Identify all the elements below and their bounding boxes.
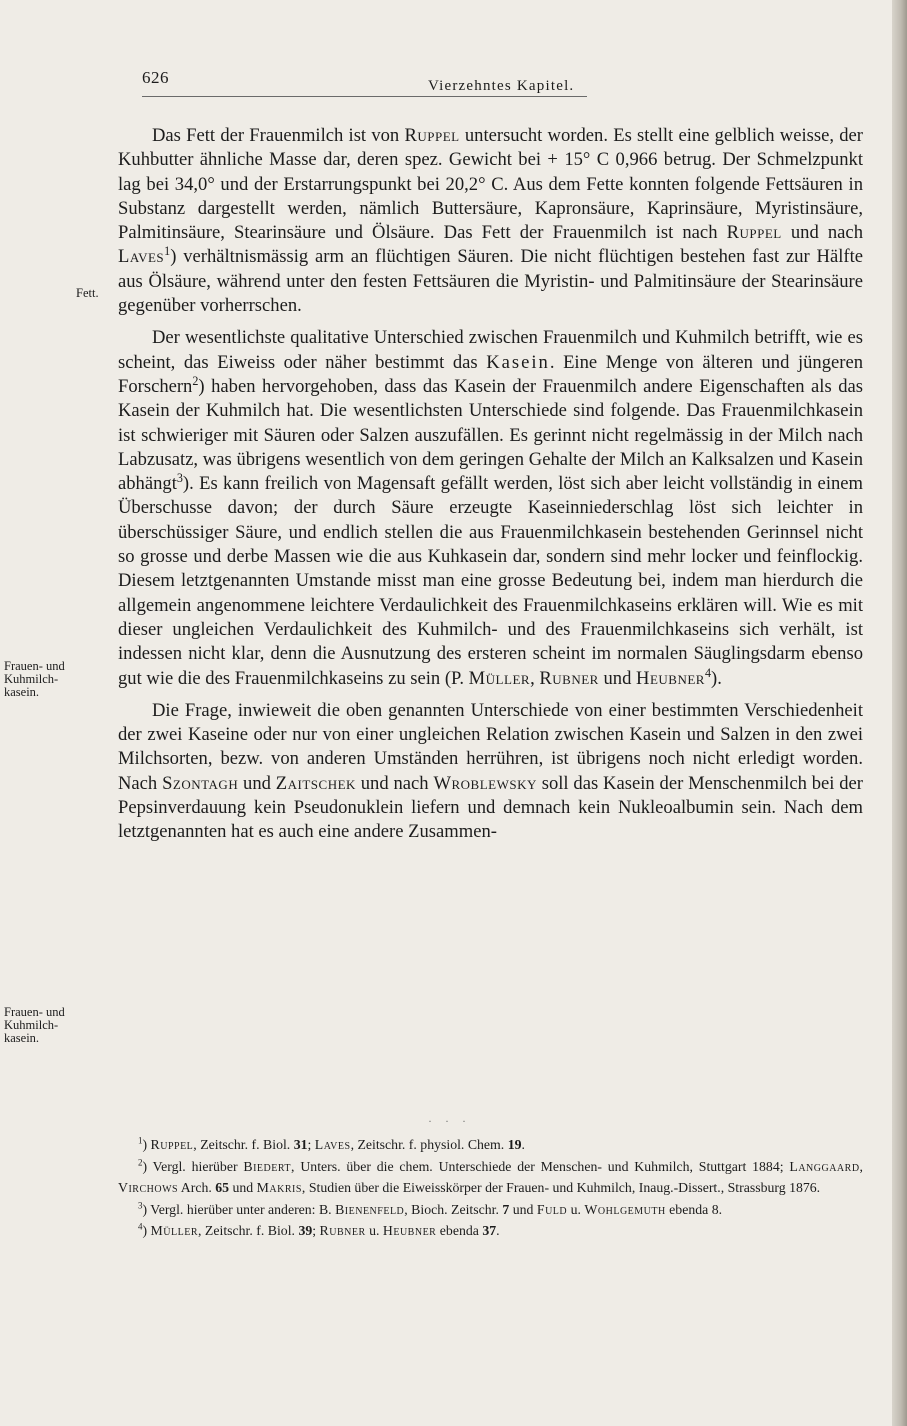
text-run: , Zeitschr. f. Biol. <box>193 1137 294 1152</box>
text-run: Vergl. hierüber unter anderen: B. <box>150 1201 336 1217</box>
footnote-ref: 4 <box>704 665 711 680</box>
text-run: . Eine Menge von älteren und jüngeren Forschern <box>118 351 864 397</box>
text-run: und nach <box>355 772 434 794</box>
margin-note-line: Kuhmilch- <box>4 1018 59 1032</box>
volume-number: 7 <box>502 1201 510 1217</box>
page-edge-shadow <box>892 0 907 1426</box>
text-run: und <box>238 772 276 794</box>
text-run: und nach <box>781 222 863 244</box>
paragraph-fett <box>118 124 863 318</box>
text-run: , Zeitschr. f. Biol. <box>198 1223 299 1238</box>
text-run: ; <box>307 1137 315 1152</box>
margin-note-fett: Fett. <box>76 286 99 300</box>
text-run: , Unters. über die chem. Unterschiede der Menschen- und Kuhmilch, Stuttgart 1884; <box>291 1158 790 1174</box>
text-run: ). <box>711 667 722 689</box>
text-run: . <box>496 1223 500 1238</box>
author-name: Heubner <box>636 667 705 689</box>
text-run: Vergl. hierüber <box>152 1158 244 1174</box>
author-name: Biedert <box>243 1158 292 1174</box>
text-run: ebenda <box>436 1223 483 1238</box>
volume-number: 19 <box>507 1137 522 1152</box>
author-name: Ruppel <box>150 1137 194 1152</box>
text-run: , Bioch. Zeitschr. <box>404 1201 503 1217</box>
text-run: und <box>509 1201 537 1217</box>
footnote-1: $^1$) Ruppel, Zeitschr. f. Biol. 31; Laves, Zeitschr. f. physiol. Chem. 19. <box>138 1135 525 1152</box>
text-run: , Zeitschr. f. physiol. Chem. <box>350 1137 508 1152</box>
text-run: , <box>859 1158 863 1174</box>
running-head: Vierzehntes Kapitel. <box>428 78 575 94</box>
footnote-number: 1 <box>138 1135 143 1146</box>
paragraph-kasein <box>118 326 863 690</box>
footnote-number: 4 <box>138 1221 143 1232</box>
footnote-4: $^4$) Müller, Zeitschr. f. Biol. 39; Rubner u. Heubner ebenda 37. <box>138 1221 500 1238</box>
footnotes <box>118 1134 863 1242</box>
author-name: Makris <box>256 1180 302 1195</box>
text-run: . <box>521 1137 525 1152</box>
page-header <box>142 68 882 98</box>
text-run: ) haben hervorgehoben, dass das Kasein der Frauenmilch andere Eigenschaften als das Kasein der Kuhmilch hat. Die wesentlichsten Unterschiede sind folgende. Das Frauenmilchkasein ist schwieriger mit Säuren oder Salzen auszufällen. Es gerinnt nicht regelmässig in der Milch nach Labzusatz, was übrigens wesentlich von dem geringen Gehalte der Milch an Kalksalzen und Kasein abhängt <box>118 375 863 495</box>
text-run: untersucht worden. Es stellt eine gelblich weisse, der Kuhbutter ähnliche Masse dar, deren spez. Gewicht bei + 15° C 0,966 betrug. Der Schmelzpunkt lag bei 34,0° und der Erstarrungspunkt bei 20,2° C. Aus dem Fette konnten folgende Fettsäuren in Substanz dargestellt werden, nämlich Buttersäure, Kapronsäure, Kaprinsäure, Myristinsäure, Palmitinsäure, Stearinsäure und Ölsäure. Das Fett der Frauenmilch ist nach <box>118 125 863 244</box>
author-name: Müller <box>468 667 531 689</box>
author-name: Virchows <box>118 1180 179 1195</box>
author-name: Langgaard <box>789 1158 860 1174</box>
paragraph-frage <box>118 699 863 845</box>
author-name: Rubner <box>539 667 599 689</box>
text-run: , Studien über die Eiweisskörper der Frauen- und Kuhmilch, Inaug.-Dissert., Strassburg 1876. <box>301 1180 821 1195</box>
text-run: Das Fett der Frauenmilch ist von <box>152 125 405 146</box>
author-name: Laves <box>314 1137 351 1152</box>
emphasis-term: Kasein <box>486 351 550 373</box>
margin-note-line: kasein. <box>4 1031 40 1045</box>
author-name: Ruppel <box>404 125 460 146</box>
footnote-ref: 2 <box>192 373 199 388</box>
separator-dots: · · · <box>428 1114 471 1128</box>
header-rule <box>142 96 587 97</box>
author-name: Wroblewsky <box>433 772 537 794</box>
author-name: Ruppel <box>726 222 782 244</box>
author-name: Wohlgemuth <box>584 1201 666 1217</box>
volume-number: 39 <box>298 1223 313 1238</box>
footnote-number: 3 <box>138 1199 143 1210</box>
author-name: Heubner <box>382 1223 437 1238</box>
text-run: Arch. <box>178 1180 216 1195</box>
text-run: u. <box>365 1223 383 1238</box>
text-run: , <box>530 667 540 689</box>
text-run: ; <box>312 1223 320 1238</box>
footnote-ref: 3 <box>176 470 183 485</box>
margin-note-kasein-1 <box>4 660 84 699</box>
author-name: Szontagh <box>162 772 239 794</box>
author-name: Fuld <box>536 1201 568 1217</box>
body-text <box>118 124 863 845</box>
margin-note-line: Frauen- und <box>4 1005 65 1019</box>
text-run: soll das Kasein der Menschenmilch bei der Pepsinverdauung kein Pseudonuklein liefern und demnach kein Nukleoalbumin sein. Nach dem letztgenannten hat es auch eine andere Zusammen- <box>118 772 864 843</box>
text-run: ebenda 8. <box>665 1201 723 1217</box>
volume-number: 37 <box>482 1223 497 1238</box>
margin-note-line: Frauen- und <box>4 659 65 673</box>
author-name: Bienenfeld <box>335 1201 405 1217</box>
text-run: Die Frage, inwieweit die oben genannten Unterschiede von einer bestimmten Verschiedenheit der zwei Kaseine oder nur von einer ungleichen Relation zwischen Kasein und Salzen in den zwei Milchsorten, bezw. von anderen Umständen herrühren, ist übrigens noch nicht erledigt worden. Nach <box>118 699 863 794</box>
text-run: und <box>598 667 637 689</box>
volume-number: 65 <box>215 1180 230 1195</box>
text-run: ). Es kann freilich von Magensaft gefällt werden, löst sich aber leicht vollständig in einem Überschusse davon; der durch Säure erzeugte Kaseinniederschlag löst sich leichter in überschüssiger Säure, und endlich stellen die aus Frauenmilchkasein bestehenden Gerinnsel nicht so grosse und derbe Massen wie die aus Kuhkasein dar, sondern sind mehr locker und feinflockig. Diesem letztgenannten Umstande misst man eine grosse Bedeutung bei, indem man hierdurch die allgemein angenommene leichtere Verdaulichkeit des Frauenmilchkaseins erklären will. Wie es mit dieser ungleichen Verdaulichkeit des Kuhmilch- und des Frauenmilchkaseins sich verhält, ist indessen nicht klar, denn die Ausnutzung des ersteren scheint im normalen Säuglingsdarm ebenso gut wie die des Frauenmilchkaseins zu sein (P. <box>118 473 863 689</box>
text-run: u. <box>567 1201 585 1217</box>
author-name: Laves <box>118 246 165 268</box>
footnote-ref: 1 <box>164 244 171 259</box>
footnote-3: $^3$) Vergl. hierüber unter anderen: B. Bienenfeld, Bioch. Zeitschr. 7 und Fuld u. Wohlgemuth ebenda 8. <box>138 1199 723 1217</box>
author-name: Rubner <box>319 1223 366 1238</box>
author-name: Müller <box>150 1223 199 1238</box>
page-number: 626 <box>142 68 169 87</box>
text-run: ) verhältnismässig arm an flüchtigen Säuren. Die nicht flüchtigen bestehen fast zur Hälfte aus Ölsäure, während unter den festen Fettsäuren die Myristin- und Palmitinsäure der Stearinsäure gegenüber vorherrschen. <box>118 246 863 317</box>
margin-note-kasein-2 <box>4 1006 84 1045</box>
margin-note-line: kasein. <box>4 685 40 699</box>
text-run: und <box>229 1180 257 1195</box>
volume-number: 31 <box>293 1137 308 1152</box>
author-name: Zaitschek <box>275 772 356 794</box>
footnote-number: 2 <box>138 1156 143 1167</box>
text-run: Der wesentlichste qualitative Unterschied zwischen Frauenmilch und Kuhmilch betrifft, wie es scheint, das Eiweiss oder näher bestimmt das <box>118 327 863 373</box>
margin-note-line: Kuhmilch- <box>4 672 59 686</box>
footnote-2: $^2$) Vergl. hierüber Biedert, Unters. über die chem. Unterschiede der Menschen- und Kuhmilch, Stuttgart 1884; Langgaard, Virchows Arch. 65 und Makris, Studien über die Eiweisskörper der Frauen- und Kuhmilch, Inaug.-Dissert., Strassburg 1876. <box>118 1156 863 1195</box>
